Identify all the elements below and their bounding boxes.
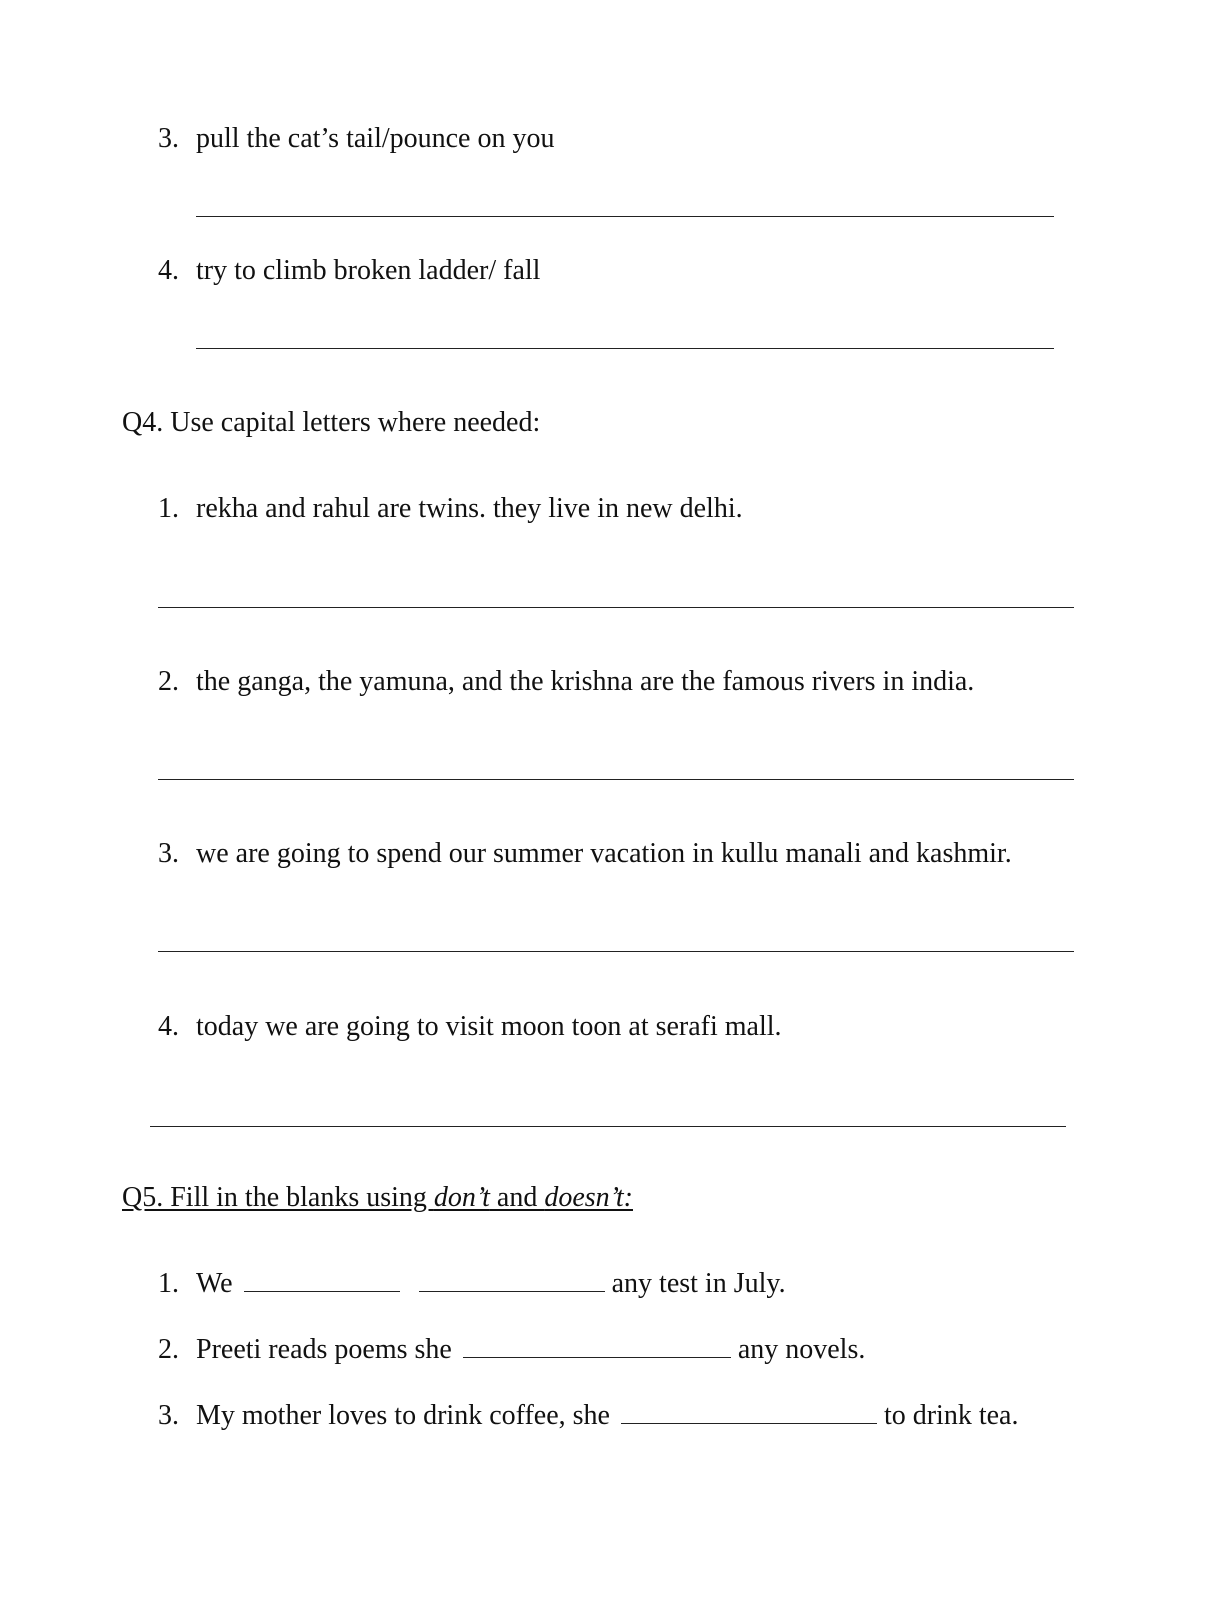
item-number: 4. <box>158 255 179 286</box>
sentence-start: My mother loves to drink coffee, she <box>196 1400 610 1431</box>
exercise-item-text: rekha and rahul are twins. they live in new delhi. <box>196 493 743 524</box>
keyword-dont: don’t <box>433 1182 490 1213</box>
item-number: 2. <box>158 1334 179 1365</box>
answer-line[interactable] <box>150 1126 1066 1127</box>
item-number: 3. <box>158 838 179 869</box>
question-heading-q5 <box>122 1181 633 1215</box>
item-number: 4. <box>158 1011 179 1042</box>
item-number: 3. <box>158 1400 179 1431</box>
sentence-end: any test in July. <box>611 1268 786 1299</box>
blank-input[interactable] <box>419 1269 605 1292</box>
item-number: 2. <box>158 666 179 697</box>
exercise-item-text: today we are going to visit moon toon at serafi mall. <box>196 1011 782 1042</box>
item-number: 1. <box>158 493 179 524</box>
exercise-item-text: pull the cat’s tail/pounce on you <box>196 123 555 154</box>
blank-input[interactable] <box>463 1335 731 1358</box>
answer-line[interactable] <box>158 607 1074 608</box>
sentence-end: to drink tea. <box>883 1400 1019 1431</box>
keyword-doesnt: doesn’t: <box>544 1182 633 1213</box>
fill-blank-sentence <box>196 1399 1018 1433</box>
question-heading-q4: Q4. Use capital letters where needed: <box>122 407 541 438</box>
heading-text: Q5. Fill in the blanks using <box>122 1182 434 1213</box>
sentence-start: We <box>196 1268 233 1299</box>
exercise-item-text: try to climb broken ladder/ fall <box>196 255 541 286</box>
answer-line[interactable] <box>196 216 1054 217</box>
answer-line[interactable] <box>158 951 1074 952</box>
heading-text: and <box>489 1182 545 1213</box>
answer-line[interactable] <box>196 348 1054 349</box>
blank-input[interactable] <box>621 1401 877 1424</box>
item-number: 3. <box>158 123 179 154</box>
fill-blank-sentence <box>196 1333 865 1367</box>
answer-line[interactable] <box>158 779 1074 780</box>
sentence-end: any novels. <box>737 1334 866 1365</box>
exercise-item-text: the ganga, the yamuna, and the krishna are the famous rivers in india. <box>196 666 975 697</box>
blank-input[interactable] <box>244 1269 400 1292</box>
exercise-item-text: we are going to spend our summer vacation in kullu manali and kashmir. <box>196 838 1012 869</box>
sentence-start: Preeti reads poems she <box>196 1334 452 1365</box>
item-number: 1. <box>158 1268 179 1299</box>
fill-blank-sentence <box>196 1267 786 1301</box>
